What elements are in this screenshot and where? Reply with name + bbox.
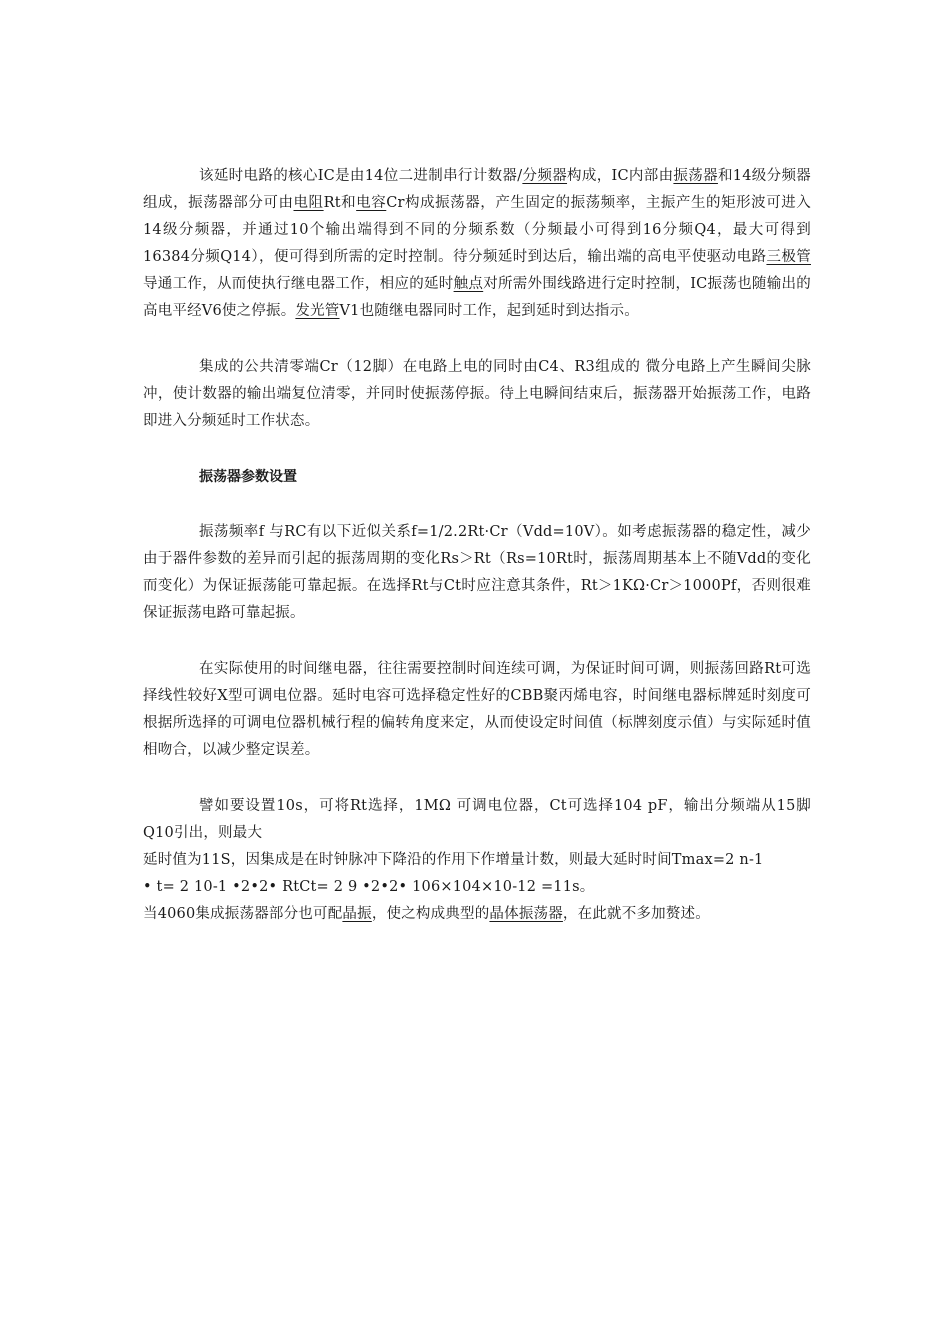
link-frequency-divider[interactable]: 分频器 xyxy=(522,168,568,184)
example-line-3: • t= 2 10-1 •2•2• RtCt= 2 9 •2•2• 106×104×10-12 =11s。 xyxy=(143,879,595,895)
link-resistor[interactable]: 电阻 xyxy=(293,195,324,211)
section-heading: 振荡器参数设置 xyxy=(199,469,297,485)
paragraph-circuit-core: 该延时电路的核心IC是由14位二进制串行计数器/分频器构成，IC内部由振荡器和14级分频器组成，振荡器部分可由电阻Rt和电容Cr构成振荡器，产生固定的振荡频率，主振产生的矩形波可进入14级分频器，并通过10个输出端得到不同的分频系数（分频最小可得到16分频Q4，最大可得到16384分频Q14），便可得到所需的定时控制。待分频延时到达后，输出端的高电平使驱动电路三极管导通工作，从而使执行继电器工作，相应的延时触点对所需外围线路进行定时控制，IC振荡也随输出的高电平经V6使之停振。发光管V1也随继电器同时工作，起到延时到达指示。 xyxy=(143,168,812,319)
link-oscillator[interactable]: 振荡器 xyxy=(673,168,718,184)
link-crystal[interactable]: 晶振 xyxy=(342,906,372,922)
example-line-1: 譬如要设置10s，可将Rt选择，1MΩ 可调电位器，Ct可选择104 pF，输出分频端从15脚Q10引出，则最大 xyxy=(143,798,811,841)
link-capacitor[interactable]: 电容 xyxy=(356,195,387,211)
link-led[interactable]: 发光管 xyxy=(295,303,340,319)
paragraph-oscillation-frequency: 振荡频率f 与RC有以下近似关系f=1/2.2Rt·Cr（Vdd=10V）。如考虑振荡器的稳定性，减少由于器件参数的差异而引起的振荡周期的变化Rs＞Rt（Rs=10Rt时，振荡周期基本上不随Vdd的变化而变化）为保证振荡能可靠起振。在选择Rt与Ct时应注意其条件，Rt＞1KΩ·Cr＞1000Pf，否则很难保证振荡电路可靠起振。 xyxy=(143,524,811,621)
document-page xyxy=(143,163,811,928)
paragraph-reset: 集成的公共清零端Cr（12脚）在电路上电的同时由C4、R3组成的 微分电路上产生瞬间尖脉冲，使计数器的输出端复位清零，并同时使振荡停振。待上电瞬间结束后，振荡器开始振荡工作，电路即进入分频延时工作状态。 xyxy=(143,359,811,429)
link-transistor[interactable]: 三极管 xyxy=(766,249,811,265)
link-crystal-oscillator[interactable]: 晶体振荡器 xyxy=(489,906,563,922)
link-contact[interactable]: 触点 xyxy=(453,276,484,292)
paragraph-example xyxy=(143,793,811,928)
paragraph-time-relay: 在实际使用的时间继电器，往往需要控制时间连续可调，为保证时间可调，则振荡回路Rt可选择线性较好X型可调电位器。延时电容可选择稳定性好的CBB聚丙烯电容，时间继电器标牌延时刻度可根据所选择的可调电位器机械行程的偏转角度来定，从而使设定时间值（标牌刻度示值）与实际延时值相吻合，以减少整定误差。 xyxy=(143,661,811,758)
example-line-2: 延时值为11S，因集成是在时钟脉冲下降沿的作用下作增量计数，则最大延时时间Tmax=2 n-1 xyxy=(143,852,764,868)
example-line-4: 当4060集成振荡器部分也可配晶振，使之构成典型的晶体振荡器，在此就不多加赘述。 xyxy=(143,906,710,922)
